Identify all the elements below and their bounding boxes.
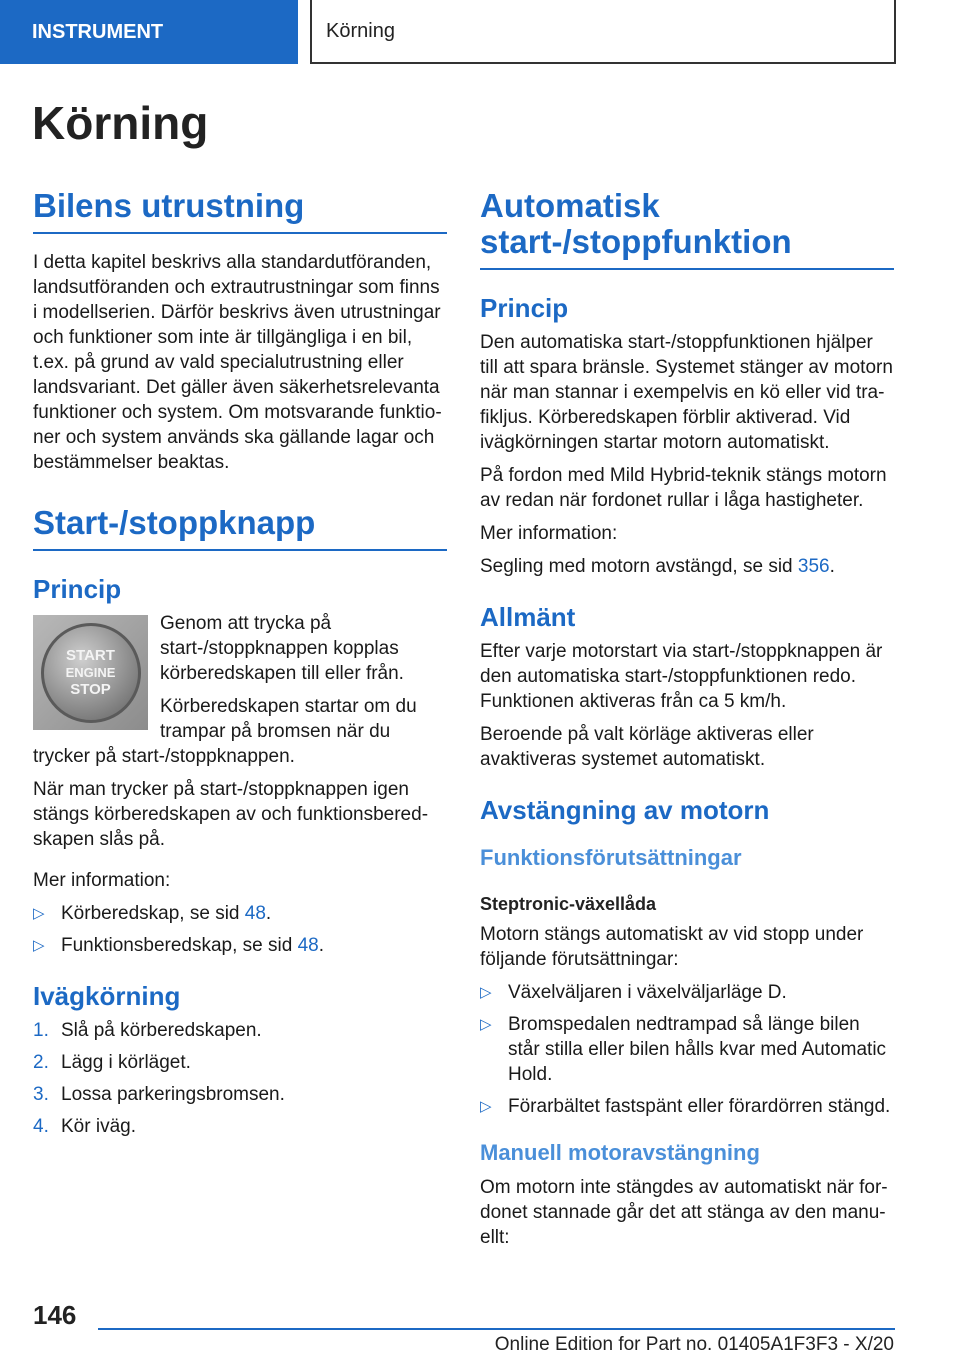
triangle-bullet-icon: ▷ <box>480 1098 492 1115</box>
subsection-title-princip: Princip <box>480 293 569 323</box>
button-label-engine: ENGINE <box>65 665 116 680</box>
section-title-start-stop-button: Start-/stoppknapp <box>33 505 447 551</box>
steps-list <box>33 1018 447 1139</box>
subsubsection-title-manuell: Manuell motoravstängning <box>480 1140 760 1165</box>
page-link[interactable]: 356 <box>797 556 830 577</box>
step-text: Slå på körberedskapen. <box>61 1020 262 1041</box>
link-text: Funktionsberedskap, se sid <box>61 935 298 956</box>
link-end: . <box>265 903 272 924</box>
paragraph-princip-1: Genom att trycka på start-/stoppknappen kopplas körberedskapen till eller från. <box>160 613 404 684</box>
subheading-steptronic: Steptronic-växellåda <box>480 894 657 914</box>
paragraph-segling <box>480 554 894 579</box>
condition-text: Förarbältet fastspänt eller förardörren stängd. <box>508 1096 891 1117</box>
segling-end: . <box>829 556 835 577</box>
paragraph-allmant-1: Efter varje motorstart via start-/stoppknappen är den automatiska start-/stoppfunktionen redo. Funktionen aktiveras från ca 5 km/h. <box>480 641 883 712</box>
paragraph-princip-2: Körberedskapen startar om du trampar på bromsen när du trycker på start-/stoppknappen. <box>33 696 417 767</box>
list-item <box>33 1114 447 1139</box>
list-item <box>33 933 447 958</box>
start-engine-stop-button-graphic <box>41 623 141 723</box>
list-item <box>480 1094 894 1119</box>
step-text: Lossa parkeringsbromsen. <box>61 1084 285 1105</box>
paragraph-princip-3: När man trycker på start-/stoppknappen igen stängs körberedskapen av och funktionsberedskapen slås på. <box>33 779 429 850</box>
page-number: 146 <box>33 1300 77 1330</box>
condition-text: Växelväljaren i växelväljarläge D. <box>508 982 787 1003</box>
link-end: . <box>318 935 324 956</box>
subsubsection-title-funktionsforutsattningar: Funktionsförutsättningar <box>480 845 742 870</box>
header-section-label: INSTRUMENT <box>32 20 164 43</box>
triangle-bullet-icon: ▷ <box>33 937 45 954</box>
paragraph-princip-1: Den automatiska start-/stoppfunktionen hjälper till att spara bränsle. Systemet stänger av motorn när man stannar i exempelvis en kö eller vid trafikljus. Körberedskapen förblir aktiverad. Vid ivägkörningen startar motorn automatiskt. <box>480 332 893 453</box>
paragraph-princip-2: På fordon med Mild Hybrid-teknik stängs motorn av redan när fordonet rullar i låga hastigheter. <box>480 465 887 511</box>
list-item <box>33 1018 447 1043</box>
button-label-stop: STOP <box>70 681 111 698</box>
step-text: Lägg i körläget. <box>61 1052 191 1073</box>
left-column <box>33 188 447 1147</box>
subsection-title-avstangning: Avstängning av motorn <box>480 795 770 825</box>
paragraph-manuell: Om motorn inte stängdes av automatiskt när fordonet stannade går det att stänga av den manuellt: <box>480 1177 888 1248</box>
footer-edition: Online Edition for Part no. 01405A1F3F3 - X/20 <box>494 1334 894 1355</box>
header-section-tab <box>0 0 298 64</box>
subsection-title-princip: Princip <box>33 574 122 604</box>
paragraph-steptronic: Motorn stängs automatiskt av vid stopp under följande förutsättningar: <box>480 924 864 970</box>
list-item <box>33 901 447 926</box>
page-link[interactable]: 48 <box>244 903 266 924</box>
list-item <box>480 1012 894 1087</box>
button-label-start: START <box>66 647 115 664</box>
step-number: 3. <box>33 1084 49 1105</box>
list-item <box>480 980 894 1005</box>
list-item <box>33 1050 447 1075</box>
list-item <box>33 1082 447 1107</box>
conditions-list <box>480 980 894 1119</box>
triangle-bullet-icon: ▷ <box>480 984 492 1001</box>
segling-text: Segling med motorn avstängd, se sid <box>480 556 798 577</box>
subsection-title-allmant: Allmänt <box>480 602 576 632</box>
section-title-bilens-utrustning: Bilens utrustning <box>33 188 447 234</box>
step-number: 1. <box>33 1020 49 1041</box>
paragraph-allmant-2: Beroende på valt körläge aktiveras eller avaktiveras systemet automatiskt. <box>480 724 814 770</box>
paragraph-equipment-intro: I detta kapitel beskrivs alla standardutföranden, landsutföranden och extrautrustningar som finns i modellserien. Därför beskrivs även utrustningar och funktioner som inte är tillgängliga i en bil, t.ex. på grund av vald specialutrustning eller landsvariant. Det gäller även säkerhetsrelevanta funktioner och system. Om motsvarande funktioner och system används ska gällande lagar och bestämmelser beaktas. <box>33 252 442 473</box>
step-text: Kör iväg. <box>61 1116 136 1137</box>
more-info-label: Mer information: <box>480 523 618 544</box>
link-text: Körberedskap, se sid <box>61 903 245 924</box>
section-title-auto-start-stop: Automatisk start-/stoppfunktion <box>480 188 894 270</box>
right-column <box>480 188 894 1258</box>
step-number: 2. <box>33 1052 49 1073</box>
triangle-bullet-icon: ▷ <box>480 1016 492 1033</box>
subsection-title-ivagkorning: Ivägkörning <box>33 981 181 1011</box>
header-chapter-label: Körning <box>326 19 395 42</box>
page-title: Körning <box>32 97 209 149</box>
page-link[interactable]: 48 <box>297 935 319 956</box>
more-info-list <box>33 901 447 958</box>
header-chapter-box <box>310 0 896 64</box>
triangle-bullet-icon: ▷ <box>33 905 45 922</box>
start-stop-button-image <box>33 615 148 730</box>
step-number: 4. <box>33 1116 49 1137</box>
condition-text: Bromspedalen nedtrampad så länge bilen står stilla eller bilen hålls kvar med Automatic Hold. <box>508 1014 887 1085</box>
more-info-label: Mer information: <box>33 870 171 891</box>
footer-divider <box>98 1328 895 1330</box>
